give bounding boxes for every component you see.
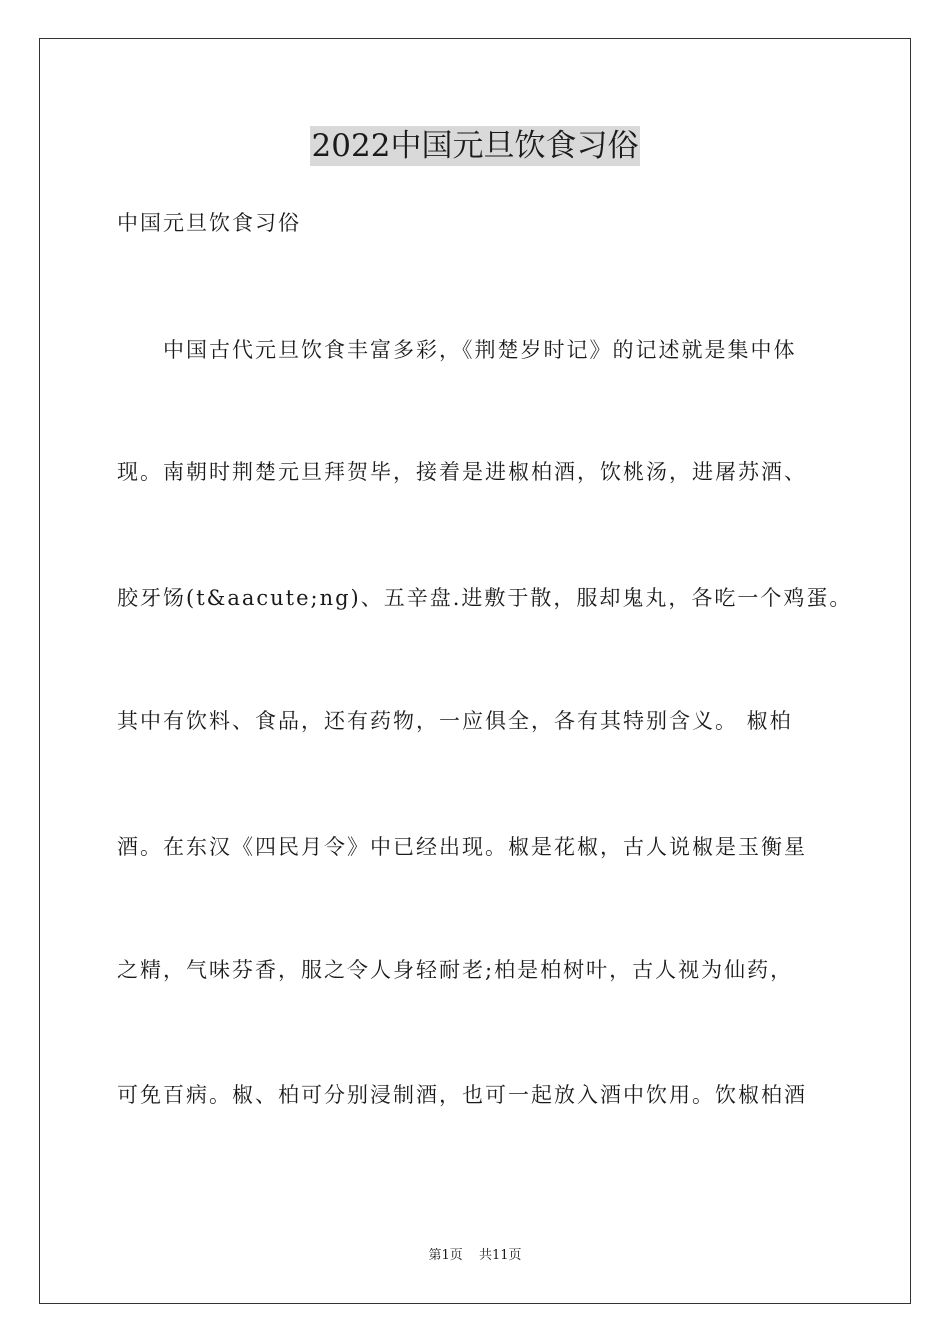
body-line: 之精，气味芬香，服之令人身轻耐老;柏是柏树叶，古人视为仙药， [117,958,794,982]
body-line: 现。南朝时荆楚元旦拜贺毕，接着是进椒柏酒，饮桃汤，进屠苏酒、 [117,460,807,484]
document-title: 2022中国元旦饮食习俗 [311,128,639,164]
page-number-total: 共11页 [478,1248,522,1263]
document-subtitle: 中国元旦饮食习俗 [117,211,301,235]
page-footer [0,1246,950,1266]
body-line: 胶牙饧(t&aacute;ng)、五辛盘.进敷于散，服却鬼丸，各吃一个鸡蛋。 [117,586,853,610]
page-number-current: 第1页 [428,1248,463,1263]
body-line: 其中有饮料、食品，还有药物，一应俱全，各有其特别含义。 椒柏 [117,709,793,733]
body-line: 酒。在东汉《四民月令》中已经出现。椒是花椒，古人说椒是玉衡星 [117,835,807,859]
body-line: 中国古代元旦饮食丰富多彩，《荆楚岁时记》的记述就是集中体 [117,338,797,362]
body-line: 可免百病。椒、柏可分别浸制酒，也可一起放入酒中饮用。饮椒柏酒 [117,1083,807,1107]
title-container [0,126,950,166]
